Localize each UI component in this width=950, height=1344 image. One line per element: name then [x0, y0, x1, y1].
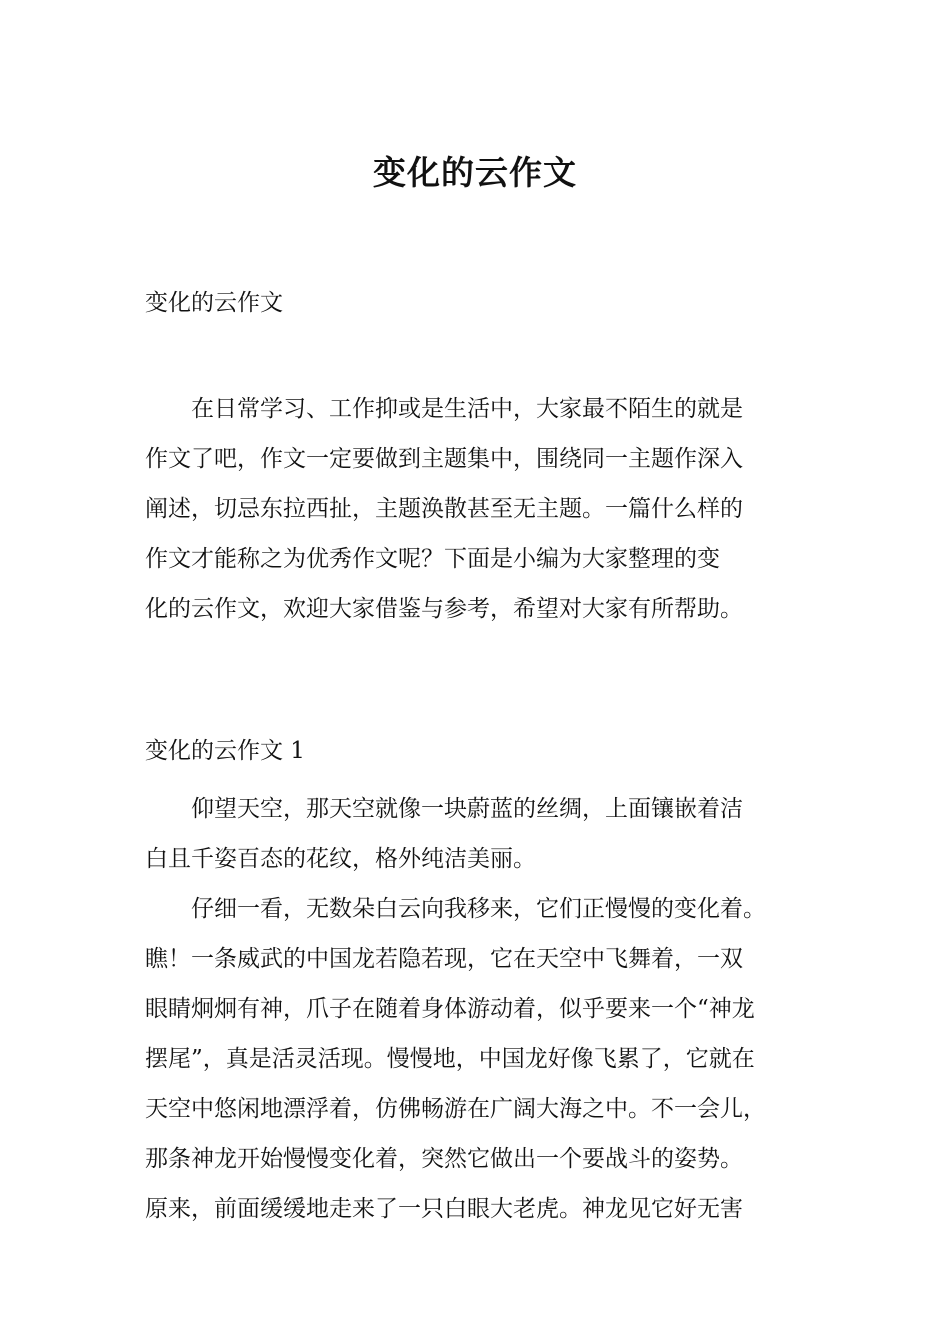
section-body [145, 784, 810, 1234]
section-heading: 变化的云作文 1 [145, 738, 305, 764]
paragraph-line: 摆尾”，真是活灵活现。慢慢地，中国龙好像飞累了，它就在 [145, 1046, 755, 1072]
intro-paragraph [145, 384, 810, 634]
intro-line: 在日常学习、工作抑或是生活中，大家最不陌生的就是 [191, 396, 743, 422]
paragraph-line: 白且千姿百态的花纹，格外纯洁美丽。 [145, 846, 536, 872]
document-title: 变化的云作文 [373, 153, 577, 192]
paragraph-line: 瞧！一条威武的中国龙若隐若现，它在天空中飞舞着，一双 [145, 946, 743, 972]
paragraph-line: 仰望天空，那天空就像一块蔚蓝的丝绸，上面镶嵌着洁 [191, 796, 743, 822]
intro-line: 作文了吧，作文一定要做到主题集中，围绕同一主题作深入 [145, 446, 743, 472]
paragraph-line: 仔细一看，无数朵白云向我移来，它们正慢慢的变化着。 [191, 896, 766, 922]
paragraph-line: 眼睛炯炯有神，爪子在随着身体游动着，似乎要来一个“神龙 [145, 996, 755, 1022]
document-subtitle: 变化的云作文 [145, 290, 283, 316]
intro-line: 化的云作文，欢迎大家借鉴与参考，希望对大家有所帮助。 [145, 596, 743, 622]
paragraph-line: 那条神龙开始慢慢变化着，突然它做出一个要战斗的姿势。 [145, 1146, 743, 1172]
paragraph-line: 天空中悠闲地漂浮着，仿佛畅游在广阔大海之中。不一会儿， [145, 1096, 766, 1122]
paragraph-line: 原来，前面缓缓地走来了一只白眼大老虎。神龙见它好无害 [145, 1196, 743, 1222]
intro-line: 作文才能称之为优秀作文呢？下面是小编为大家整理的变 [145, 546, 720, 572]
intro-line: 阐述，切忌东拉西扯，主题涣散甚至无主题。一篇什么样的 [145, 496, 743, 522]
